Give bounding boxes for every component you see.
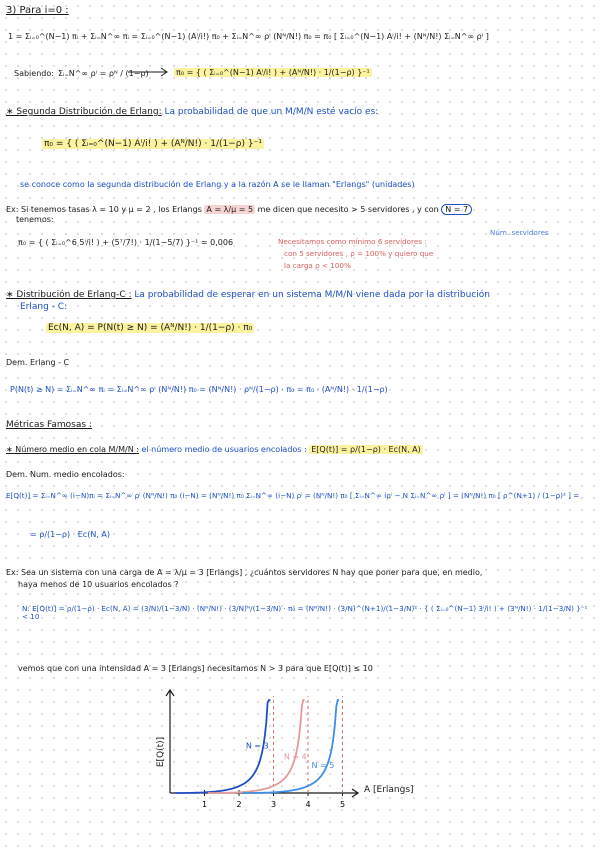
ex1-note-line-3: la carga ρ < 100% bbox=[284, 261, 351, 270]
ex2-line-2: haya menos de 10 usuarios encolados ? bbox=[18, 580, 179, 589]
x-tick-label: 4 bbox=[305, 800, 311, 809]
erlang-c-dem-title: Dem. Erlang - C bbox=[6, 358, 70, 367]
sabiendo-label: Sabiendo: bbox=[14, 69, 54, 78]
erlang-b-note: se conoce como la segunda distribución de Erlang y a la razón A se le llaman "Erlangs" (unidades) bbox=[20, 180, 415, 189]
ex1-n7: N = 7 bbox=[441, 204, 472, 215]
x-axis-label: A [Erlangs] bbox=[364, 785, 414, 795]
sabiendo-equation: Σᵢ₌N^∞ ρⁱ = ρᴺ / (1−ρ) bbox=[58, 69, 149, 78]
erlang-b-formula: π₀ = { ( Σᵢ₌₀^(N−1) Aⁱ/i! ) + (Aᴺ/N!) · 1/(1−ρ) }⁻¹ bbox=[44, 139, 262, 149]
ex1-text-3: tenemos: bbox=[16, 215, 54, 224]
ex1-note-line-1: Necesitamos como mínimo 6 servidores : bbox=[278, 237, 427, 246]
metricas-dem-eq: E[Q(t)] = Σᵢ₌N^∞ (i−N)πᵢ = Σᵢ₌N^∞ ρⁱ (Nᴺ/N!) π₀ (i−N) = (Nᴺ/N!) π₀ Σᵢ₌N^∞ (i−N) ρⁱ = (Nᴺ/N!) π₀ [ Σᵢ₌N^∞ iρⁱ − N Σᵢ₌N^∞ ρⁱ ] = (Nᴺ/N!) π₀ [ ρ^(N+1) / (1−ρ)² ] = bbox=[6, 491, 580, 500]
metricas-heading: ∗ Número medio en cola M/M/N : bbox=[6, 445, 139, 454]
erlang-c-dem-eq: P(N(t) ≥ N) = Σᵢ₌N^∞ πᵢ = Σᵢ₌N^∞ ρⁱ (Nᴺ/N!) π₀ = (Nᴺ/N!) · ρᴺ/(1−ρ) · π₀ = π₀ · (Aᴺ/N!) · 1/(1−ρ) bbox=[10, 385, 388, 394]
ex2-formula: N: E[Q(t)] = ρ/(1−ρ) · Eᴄ(N, A) = (3/N)/(1−3/N) · (Nᴺ/N!) · (3/N)ᴺ/(1−3/N) · π₀ = (Nᴺ/N!) · (3/N)^(N+1)/(1−3/N)² · { ( Σᵢ₌₀^(N−1) 3ⁱ/i! ) + (3ᴺ/N!) · 1/(1−3/N) }⁻¹ < 10 bbox=[22, 604, 588, 622]
erlang-c-line-1: La probabilidad de esperar en un sistema M/M/N viene dada por la distribución bbox=[134, 290, 490, 300]
num-servidores-note: Núm. servidores bbox=[490, 228, 549, 237]
ex2-line-1: Ex: Sea un sistema con una carga de A = λ/μ = 3 [Erlangs] , ¿cuántos servidores N hay que poner para que, en medio, bbox=[6, 568, 483, 577]
section-3-title: 3) Para i=0 : bbox=[6, 5, 69, 16]
x-tick-label: 5 bbox=[339, 800, 346, 809]
erlang-c-line-2: Erlang - C: bbox=[20, 302, 68, 312]
x-tick-label: 3 bbox=[270, 800, 277, 809]
erlang-c-formula: Eᴄ(N, A) = P(N(t) ≥ N) = (Aᴺ/N!) · 1/(1−ρ) · π₀ bbox=[48, 323, 253, 333]
series-label: N = 5 bbox=[311, 760, 335, 770]
ex1-text-1: Ex: Si tenemos tasas λ = 10 y μ = 2 , los Erlangs bbox=[6, 205, 202, 214]
ex2-conclusion: vemos que con una intensidad A = 3 [Erlangs] necesitamos N > 3 para que E[Q(t)] ≤ 10 bbox=[18, 664, 373, 673]
ex1-erlangs: A = λ/μ = 5 bbox=[206, 205, 254, 214]
metricas-dem-title: Dem. Num. medio encolados: bbox=[6, 470, 125, 479]
sum-equation: 1 = Σᵢ₌₀^(N−1) πᵢ + Σᵢ₌N^∞ πᵢ = Σᵢ₌₀^(N−1) (Aⁱ/i!) π₀ + Σᵢ₌N^∞ ρⁱ (Nᴺ/N!) π₀ = π₀ [ Σᵢ₌₀^(N−1) Aⁱ/i! + (Nᴺ/N!) Σᵢ₌N^∞ ρⁱ ] bbox=[8, 32, 489, 41]
metricas-text: el número medio de usuarios encolados : bbox=[141, 445, 307, 454]
ex1-text-2: me dicen que necesito > 5 servidores , y con bbox=[257, 205, 439, 214]
metricas-title: Métricas Famosas : bbox=[6, 420, 92, 430]
erlang-b-heading: ∗ Segunda Distribución de Erlang: bbox=[6, 107, 162, 117]
pi0-result: π₀ = { ( Σᵢ₌₀^(N−1) Aⁱ/i! ) + (Aᴺ/N!) · 1/(1−ρ) }⁻¹ bbox=[176, 68, 370, 77]
x-tick-label: 2 bbox=[236, 800, 242, 809]
erlang-c-heading: ∗ Distribución de Erlang-C : bbox=[6, 290, 132, 300]
ex1-formula: π₀ = { ( Σᵢ₌₀^6 5ⁱ/i! ) + (5⁷/7!) · 1/(1−5/7) }⁻¹ ≃ 0,006 bbox=[18, 238, 234, 247]
series-label: N = 3 bbox=[245, 741, 269, 751]
eq-formula: E[Q(t)] = ρ/(1−ρ) · Eᴄ(N, A) bbox=[311, 445, 421, 454]
metricas-dem-result: = ρ/(1−ρ) · Eᴄ(N, A) bbox=[30, 530, 110, 539]
series-label: N = 4 bbox=[283, 752, 307, 762]
x-tick-label: 1 bbox=[201, 800, 208, 809]
y-axis-label: E[Q(t)] bbox=[156, 736, 166, 768]
erlang-b-text: La probabilidad de que un M/M/N esté vacío es: bbox=[164, 107, 379, 117]
ex1-note-line-2: con 5 servidores , ρ = 100% y quiero que bbox=[284, 249, 434, 258]
